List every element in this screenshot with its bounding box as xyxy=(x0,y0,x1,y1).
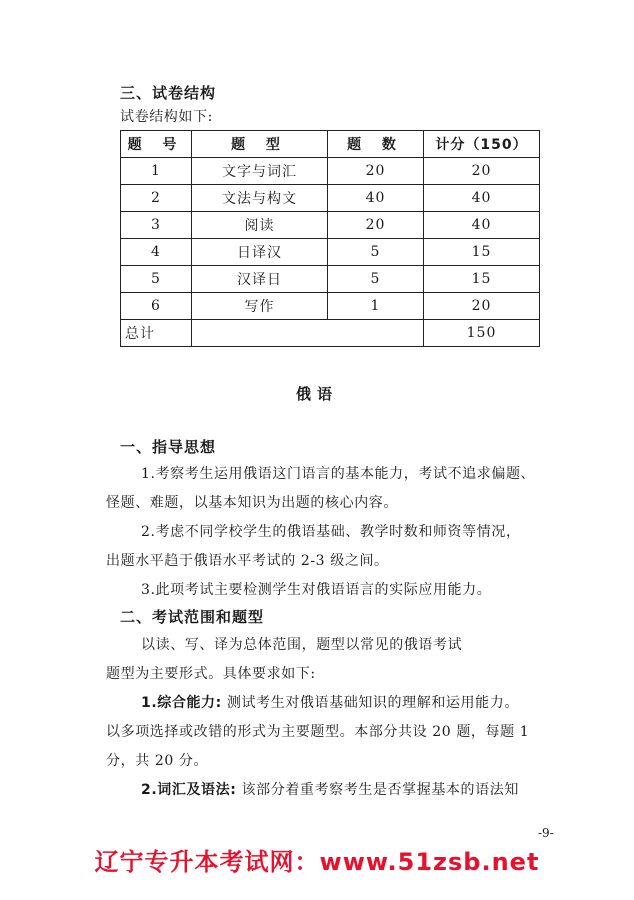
cell-score: 20 xyxy=(424,158,540,185)
cell-number: 5 xyxy=(121,266,192,293)
section-title-russian: 俄语 xyxy=(295,385,338,403)
cell-count: 5 xyxy=(328,239,424,266)
table-row xyxy=(121,158,540,185)
cell-score: 15 xyxy=(424,239,540,266)
item-1-line-3: 分，共 20 分。 xyxy=(106,753,209,769)
cell-count: 40 xyxy=(328,185,424,212)
cell-score: 20 xyxy=(424,293,540,320)
exam-structure-table xyxy=(120,130,540,347)
table-row xyxy=(121,185,540,212)
table-row xyxy=(121,266,540,293)
cell-score: 15 xyxy=(424,266,540,293)
website-watermark: 辽宁专升本考试网：www.51zsb.net xyxy=(94,848,540,876)
paragraph-1-line-2: 怪题、难题，以基本知识为出题的核心内容。 xyxy=(106,495,398,511)
paragraph-2-line-1: 2.考虑不同学校学生的俄语基础、教学时数和师资等情况， xyxy=(141,524,521,540)
header-number: 题 号 xyxy=(121,131,192,158)
cell-count: 20 xyxy=(328,158,424,185)
paragraph-2-line-2: 出题水平趋于俄语水平考试的 2-3 级之间。 xyxy=(106,553,389,569)
total-empty-cell xyxy=(192,320,424,347)
cell-type: 汉译日 xyxy=(192,266,328,293)
table-row xyxy=(121,293,540,320)
paragraph-1-line-1: 1.考察考生运用俄语这门语言的基本能力，考试不追求偏题、 xyxy=(141,466,536,482)
item-2-text: 该部分着重考察考生是否掌握基本的语法知 xyxy=(241,782,519,798)
structure-intro: 试卷结构如下: xyxy=(120,109,213,125)
header-score: 计分（150） xyxy=(424,131,540,158)
scope-line-2: 题型为主要形式。具体要求如下: xyxy=(106,666,316,682)
item-2-label: 2.词汇及语法: xyxy=(141,782,237,798)
cell-number: 4 xyxy=(121,239,192,266)
cell-number: 6 xyxy=(121,293,192,320)
cell-type: 阅读 xyxy=(192,212,328,239)
cell-type: 写作 xyxy=(192,293,328,320)
total-label: 总计 xyxy=(121,320,192,347)
item-1-text: 测试考生对俄语基础知识的理解和运用能力。 xyxy=(226,695,519,711)
cell-count: 5 xyxy=(328,266,424,293)
item-1-label: 1.综合能力: xyxy=(141,695,222,711)
cell-count: 1 xyxy=(328,293,424,320)
total-value: 150 xyxy=(424,320,540,347)
cell-number: 3 xyxy=(121,212,192,239)
heading-guiding-principles: 一、指导思想 xyxy=(120,438,217,456)
item-1-line-2: 以多项选择或改错的形式为主要题型。本部分共设 20 题，每题 1 xyxy=(106,724,530,740)
cell-score: 40 xyxy=(424,212,540,239)
cell-type: 文法与构文 xyxy=(192,185,328,212)
scope-line-1: 以读、写、译为总体范围，题型以常见的俄语考试 xyxy=(141,637,463,653)
cell-number: 1 xyxy=(121,158,192,185)
header-type: 题 型 xyxy=(192,131,328,158)
cell-type: 文字与词汇 xyxy=(192,158,328,185)
table-header-row xyxy=(121,131,540,158)
item-2-line-1 xyxy=(141,779,519,799)
item-1-line-1 xyxy=(141,692,519,712)
cell-number: 2 xyxy=(121,185,192,212)
table-row xyxy=(121,239,540,266)
table-row xyxy=(121,212,540,239)
paragraph-3: 3.此项考试主要检测学生对俄语语言的实际应用能力。 xyxy=(141,582,492,598)
table-total-row xyxy=(121,320,540,347)
section-heading-structure: 三、试卷结构 xyxy=(120,84,217,102)
heading-exam-scope: 二、考试范围和题型 xyxy=(120,608,265,626)
header-count: 题 数 xyxy=(328,131,424,158)
cell-score: 40 xyxy=(424,185,540,212)
cell-count: 20 xyxy=(328,212,424,239)
page-number: -9- xyxy=(538,826,554,840)
cell-type: 日译汉 xyxy=(192,239,328,266)
